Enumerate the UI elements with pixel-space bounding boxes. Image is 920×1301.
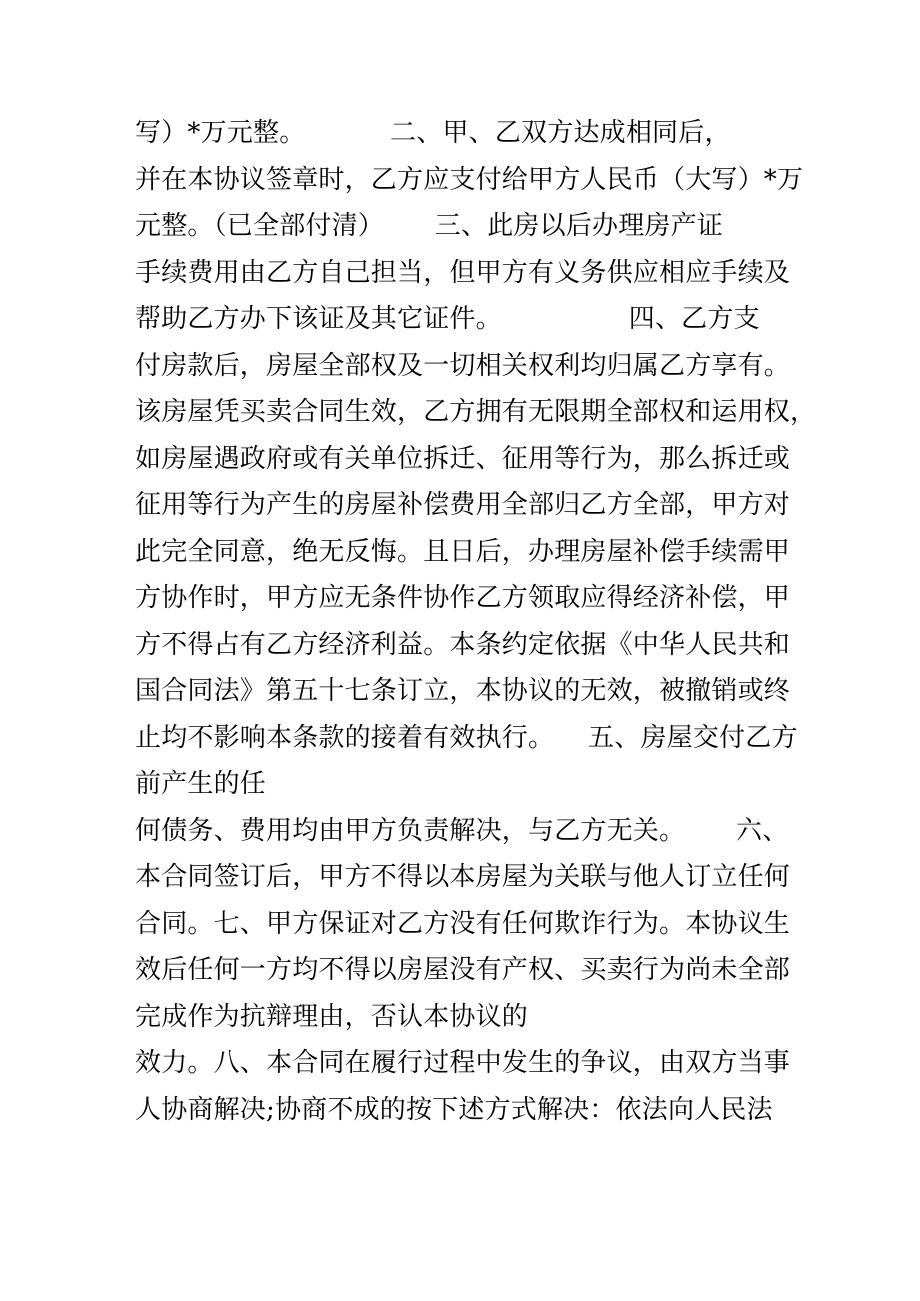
text-line: 前产生的任 bbox=[135, 769, 267, 799]
text-line: 本合同签订后，甲方不得以本房屋为关联与他人订立任何 bbox=[135, 862, 791, 892]
text-line: 何债务、费用均由甲方负责解决，与乙方无关。 六、 bbox=[135, 815, 789, 846]
text-line: 止均不影响本条款的接着有效执行。 五、房屋交付乙方 bbox=[135, 722, 798, 753]
text-line: 付房款后，房屋全部权及一切相关权利均归属乙方享有。 bbox=[135, 350, 791, 381]
text-line: 征用等行为产生的房屋补偿费用全部归乙方全部，甲方对 bbox=[135, 490, 791, 520]
text-line: 写）*万元整。 二、甲、乙双方达成相同后， bbox=[135, 118, 731, 148]
text-line: 该房屋凭买卖合同生效，乙方拥有无限期全部权和运用权， bbox=[135, 397, 817, 427]
document-body bbox=[135, 110, 825, 1133]
text-line: 如房屋遇政府或有关单位拆迁、征用等行为，那么拆迁或 bbox=[135, 443, 791, 474]
text-line: 合同。七、甲方保证对乙方没有任何欺诈行为。本协议生 bbox=[135, 908, 791, 939]
text-line: 此完全同意，绝无反悔。且日后，办理房屋补偿手续需甲 bbox=[135, 536, 791, 567]
text-line: 手续费用由乙方自己担当，但甲方有义务供应相应手续及 bbox=[135, 257, 791, 288]
text-line: 效力。八、本合同在履行过程中发生的争议，由双方当事 bbox=[135, 1048, 791, 1078]
text-line: 人协商解决;协商不成的按下述方式解决：依法向人民法 bbox=[135, 1094, 773, 1125]
text-line: 效后任何一方均不得以房屋没有产权、买卖行为尚未全部 bbox=[135, 955, 791, 985]
text-line: 帮助乙方办下该证及其它证件。 四、乙方支 bbox=[135, 304, 760, 334]
text-line: 元整。（已全部付清） 三、此房以后办理房产证 bbox=[135, 211, 723, 241]
text-line: 国合同法》第五十七条订立，本协议的无效，被撤销或终 bbox=[135, 676, 791, 706]
text-line: 方不得占有乙方经济利益。本条约定依据《中华人民共和 bbox=[135, 629, 791, 660]
text-line: 完成作为抗辩理由，否认本协议的 bbox=[135, 1001, 529, 1032]
text-line: 并在本协议签章时，乙方应支付给甲方人民币（大写）*万 bbox=[135, 164, 804, 195]
text-line: 方协作时，甲方应无条件协作乙方领取应得经济补偿，甲 bbox=[135, 583, 791, 613]
